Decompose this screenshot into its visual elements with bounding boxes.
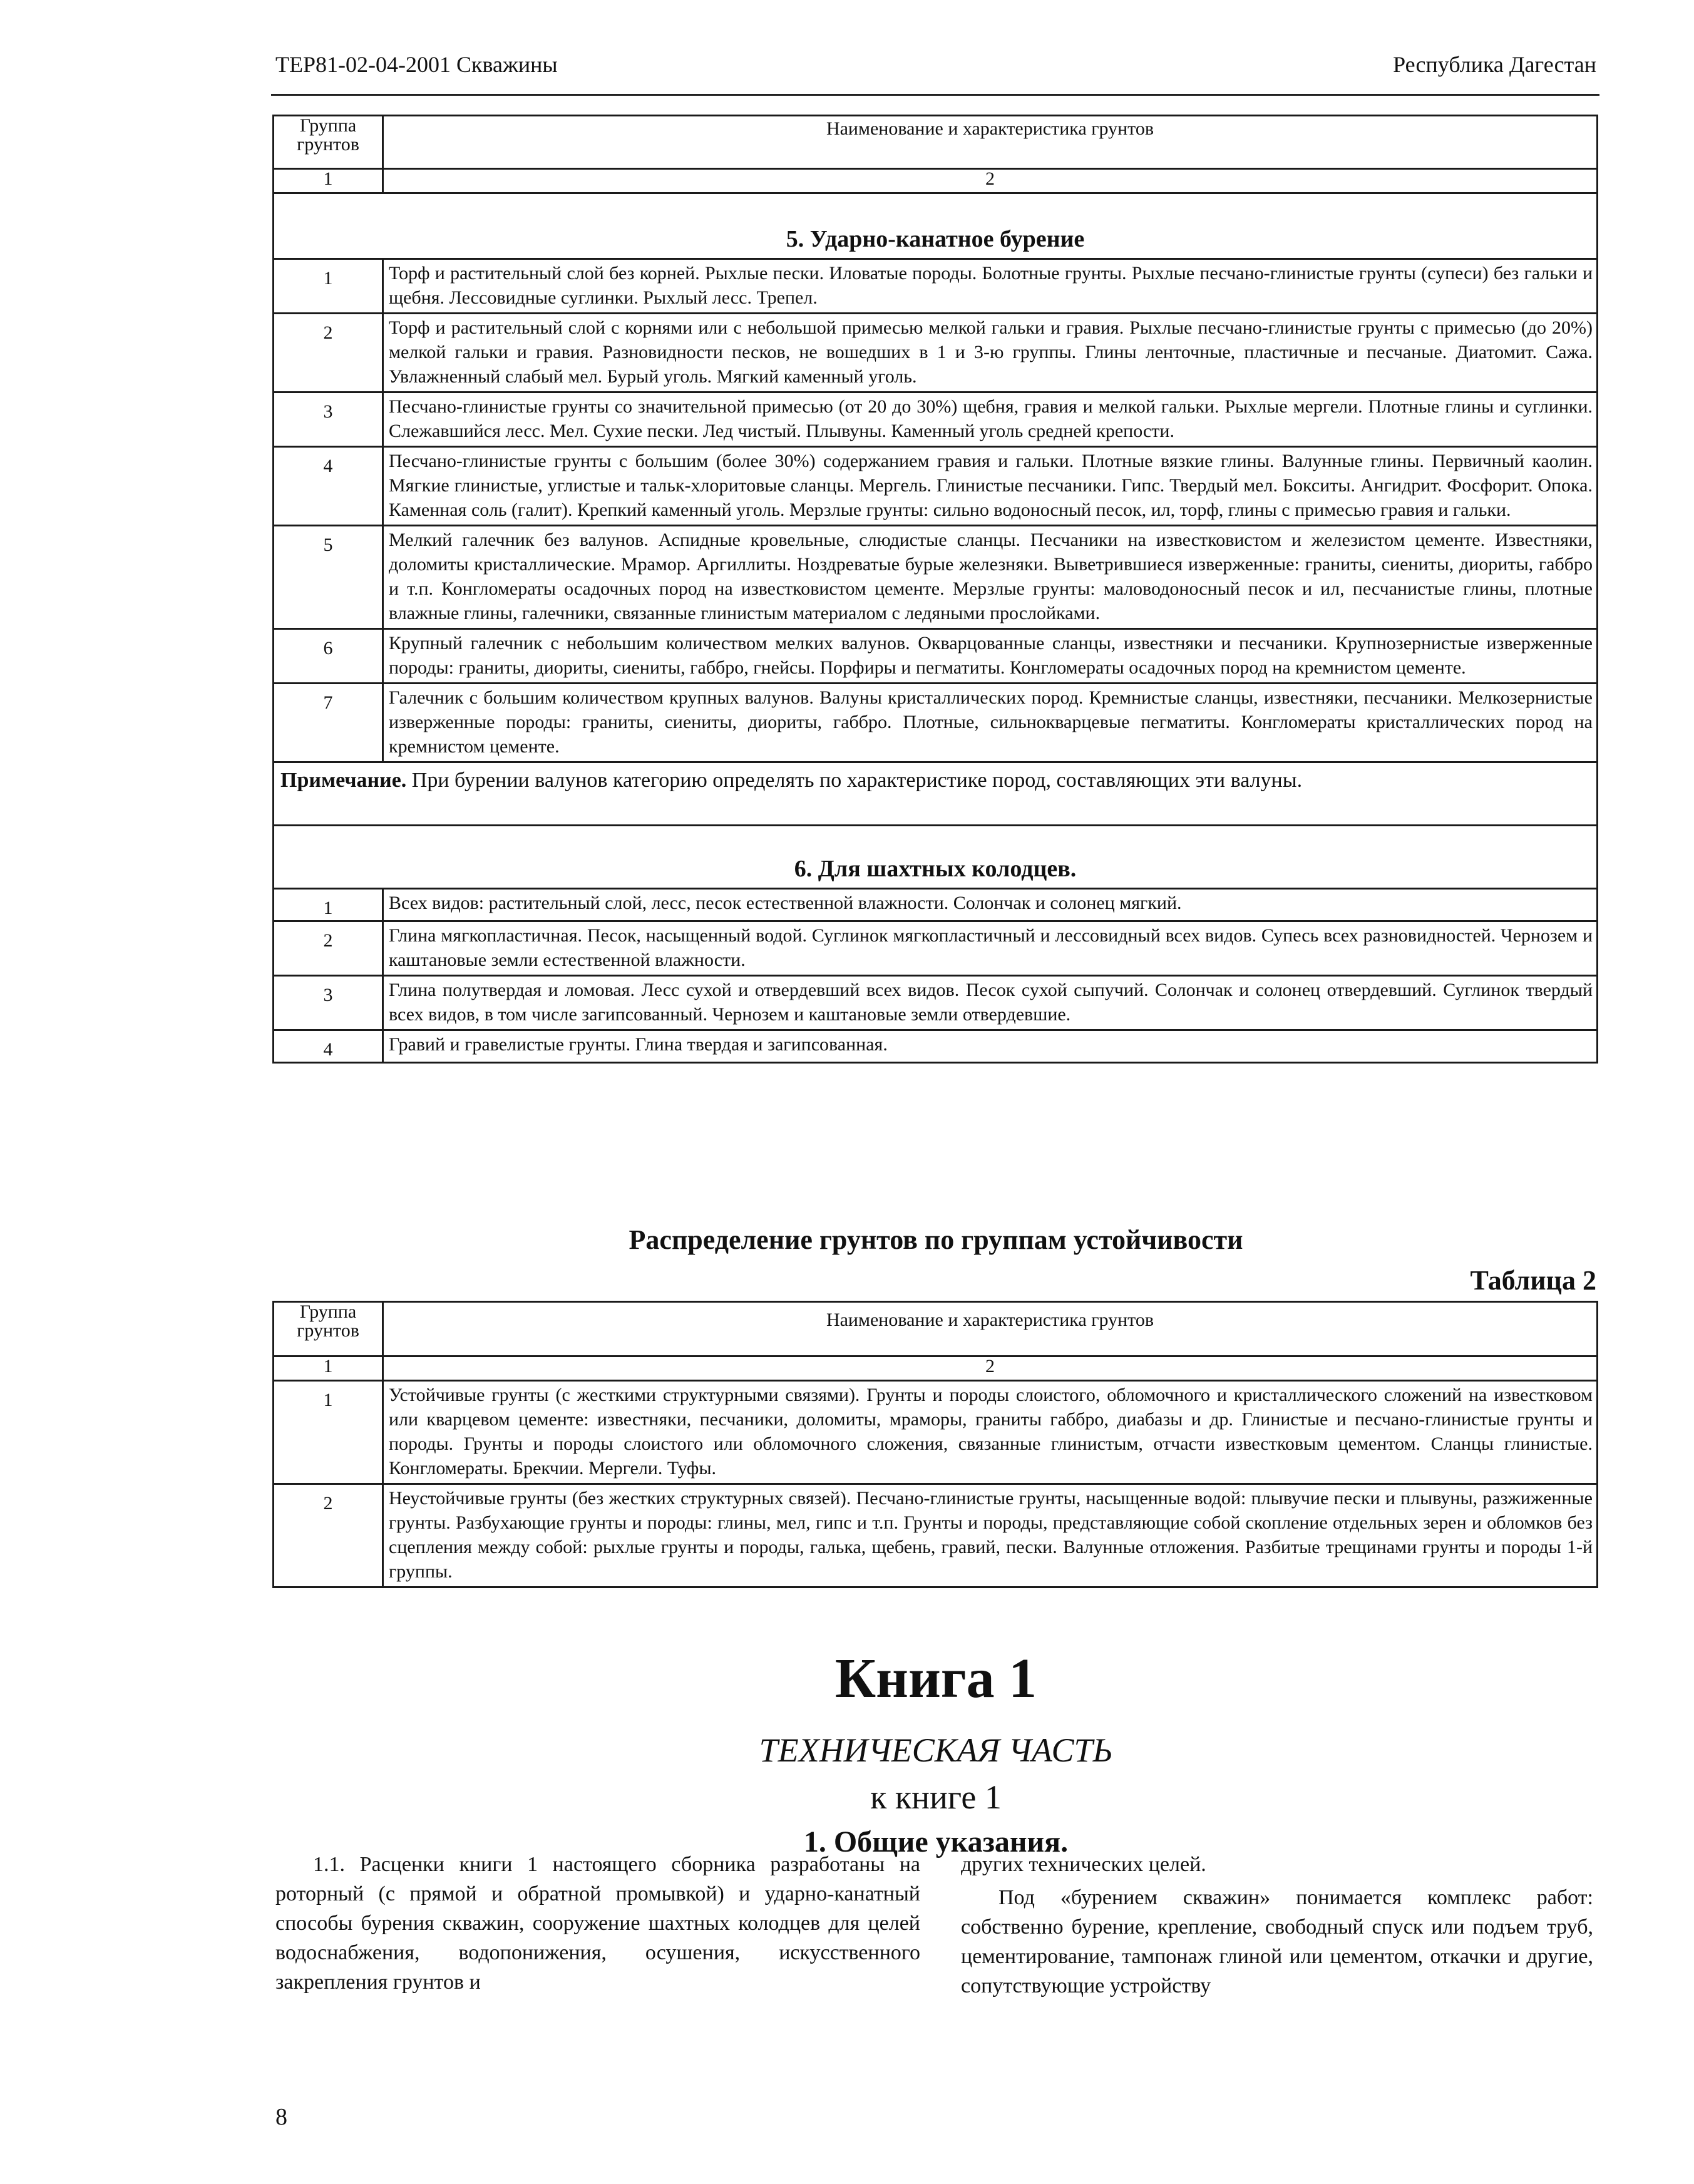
- group-number-cell: 4: [274, 1030, 383, 1063]
- group-number-cell: 7: [274, 684, 383, 762]
- name-column-header: Наименование и характеристика грунтов: [383, 1302, 1598, 1356]
- soil-description-cell: Торф и растительный слой с корнями или с небольшой примесью мелкой гальки и гравия. Рыхлые песчано-глинистые грунты с примесью (до 20%) мелкой гальки и гравия. Разновидности песков, не вошедших в 1 и 3-ю группы. Глины ленточные, пластичные и песчаные. Диатомит. Сажа. Увлажненный слабый мел. Бурый уголь. Мягкий каменный уголь.: [383, 314, 1598, 392]
- table-row: [274, 889, 1598, 921]
- note-label: Примечание.: [280, 769, 407, 792]
- soil-description-cell: Глина мягкопластичная. Песок, насыщенный водой. Суглинок мягкопластичный и лессовидный всех видов. Супесь всех разновидностей. Чернозем и каштановые земли естественной влажности.: [383, 921, 1598, 976]
- section-6-row: [274, 826, 1598, 889]
- column-number-1: 1: [274, 169, 383, 193]
- soil-description-cell: Глина полутвердая и ломовая. Лесс сухой и отвердевший всех видов. Песок сухой сыпучий. Солончак и солонец отвердевший. Суглинок твердый всех видов, в том числе загипсованный. Чернозем и каштановые земли отвердевшие.: [383, 976, 1598, 1030]
- table-2-number: Таблица 2: [1470, 1265, 1596, 1296]
- note-row: [274, 762, 1598, 826]
- table-row: [274, 976, 1598, 1030]
- section-heading: 1. Общие указания.: [803, 1825, 1069, 1858]
- soil-description-cell: Крупный галечник с небольшим количеством мелких валунов. Окварцованные сланцы, известняки и песчаники. Крупнозернистые изверженные породы: граниты, диориты, сиениты, габбро, гнейсы. Порфиры и пегматиты. Конгломераты осадочных пород на кремнистом цементе.: [383, 629, 1598, 684]
- running-header-right: Республика Дагестан: [1393, 52, 1596, 77]
- group-number-cell: 1: [274, 1381, 383, 1484]
- column-number-row: [274, 169, 1598, 193]
- table-row: [274, 684, 1598, 762]
- note-cell: [274, 762, 1598, 826]
- page-number: 8: [275, 2104, 287, 2130]
- soil-description-cell: Всех видов: растительный слой, лесс, песок естественной влажности. Солончак и солонец мягкий.: [383, 889, 1598, 921]
- table-header-row: [274, 116, 1598, 169]
- text-column-left: 1.1. Расценки книги 1 настоящего сборника разработаны на роторный (с прямой и обратной промывкой) и ударно-канатный способы бурения скважин, сооружение шахтных колодцев для целей водоснабжения, водопонижения, осушения, искусственного закрепления грунтов и: [275, 1853, 920, 1994]
- column-number-row: [274, 1356, 1598, 1381]
- stability-groups-table: [272, 1301, 1598, 1588]
- soil-description-cell: Торф и растительный слой без корней. Рыхлые пески. Иловатые породы. Болотные грунты. Рыхлые песчано-глинистые грунты (супеси) без гальки и щебня. Лессовидные суглинки. Рыхлый лесс. Трепел.: [383, 259, 1598, 314]
- note-text: При бурении валунов категорию определять по характеристике пород, составляющих эти валуны.: [406, 769, 1303, 792]
- table-row: [274, 314, 1598, 392]
- book-title: Книга 1: [834, 1648, 1037, 1710]
- book-subtitle: ТЕХНИЧЕСКАЯ ЧАСТЬ: [759, 1731, 1113, 1769]
- section-6-title: 6. Для шахтных колодцев.: [274, 826, 1598, 889]
- group-number-cell: 2: [274, 314, 383, 392]
- group-number-cell: 2: [274, 1484, 383, 1587]
- table-row: [274, 1381, 1598, 1484]
- book-subtitle-2: к книге 1: [870, 1778, 1002, 1816]
- group-number-cell: 1: [274, 889, 383, 921]
- running-header-left: ТЕР81-02-04-2001 Скважины: [275, 52, 558, 77]
- soil-description-cell: Галечник с большим количеством крупных валунов. Валуны кристаллических пород. Кремнистые сланцы, известняки, песчаники. Мелкозернистые изверженные породы: граниты, сиениты, диориты, габбро. Плотные, сильнокварцевые пегматиты. Конгломераты кристаллических пород на кремнистом цементе.: [383, 684, 1598, 762]
- column-number-2: 2: [383, 1356, 1598, 1381]
- table-header-row: [274, 1302, 1598, 1356]
- group-number-cell: 6: [274, 629, 383, 684]
- column-number-2: 2: [383, 169, 1598, 193]
- header-rule: [271, 94, 1599, 96]
- table-row: [274, 1484, 1598, 1587]
- text-column-right: [961, 1850, 1593, 2001]
- table-row: [274, 1030, 1598, 1063]
- stability-groups-table-body: [274, 1302, 1598, 1587]
- soil-description-cell: Неустойчивые грунты (без жестких структурных связей). Песчано-глинистые грунты, насыщенные водой: плывучие пески и плывуны, разжиженные грунты. Разбухающие грунты и породы: глины, мел, гипс и т.п. Грунты и породы, представляющие собой скопление отдельных зерен и обломков без сцепления между собой: рыхлые грунты и породы, галька, щебень, гравий, пески. Валунные отложения. Разбитые трещинами грунты и породы 1-й группы.: [383, 1484, 1598, 1587]
- group-number-cell: 3: [274, 392, 383, 447]
- table-row: [274, 921, 1598, 976]
- group-number-cell: 4: [274, 447, 383, 526]
- table-row: [274, 392, 1598, 447]
- table-row: [274, 629, 1598, 684]
- soil-groups-table: [272, 115, 1598, 1064]
- table-row: [274, 526, 1598, 629]
- section-5-title: 5. Ударно-канатное бурение: [274, 193, 1598, 259]
- soil-description-cell: Песчано-глинистые грунты с большим (более 30%) содержанием гравия и гальки. Плотные вязкие глины. Валунные глины. Первичный каолин. Мягкие глинистые, углистые и тальк-хлоритовые сланцы. Мергель. Глинистые песчаники. Гипс. Твердый мел. Бокситы. Ангидрит. Фосфорит. Опока. Каменная соль (галит). Крепкий каменный уголь. Мерзлые грунты: сильно водоносный песок, ил, торф, глины с примесью гравия и гальки.: [383, 447, 1598, 526]
- soil-description-cell: Песчано-глинистые грунты со значительной примесью (от 20 до 30%) щебня, гравия и мелкой гальки. Рыхлые мергели. Плотные глины и суглинки. Слежавшийся лесс. Мел. Сухие пески. Лед чистый. Плывуны. Каменный уголь средней крепости.: [383, 392, 1598, 447]
- soil-description-cell: Устойчивые грунты (с жесткими структурными связями). Грунты и породы слоистого, обломочного и кристаллического сложений на известковом или кварцевом цементе: известняки, песчаники, доломиты, мраморы, граниты габбро, диабазы и др. Глинистые и песчано-глинистые грунты и породы. Грунты и породы слоистого или обломочного сложения, связанные глинистым, отчасти известковым цементом. Сланцы глинистые. Конгломераты. Брекчии. Мергели. Туфы.: [383, 1381, 1598, 1484]
- name-column-header: Наименование и характеристика грунтов: [383, 116, 1598, 169]
- section-5-row: [274, 193, 1598, 259]
- group-column-header: Группа грунтов: [274, 1302, 383, 1356]
- table-2-title: Распределение грунтов по группам устойчивости: [629, 1224, 1243, 1255]
- paragraph-continuation: других технических целей.: [961, 1853, 1206, 1876]
- group-number-cell: 3: [274, 976, 383, 1030]
- group-column-header: Группа грунтов: [274, 116, 383, 169]
- group-number-cell: 2: [274, 921, 383, 976]
- table-row: [274, 259, 1598, 314]
- soil-description-cell: Гравий и гравелистые грунты. Глина твердая и загипсованная.: [383, 1030, 1598, 1063]
- column-number-1: 1: [274, 1356, 383, 1381]
- group-number-cell: 1: [274, 259, 383, 314]
- paragraph: Под «бурением скважин» понимается комплекс работ: собственно бурение, крепление, свободный спуск или подъем труб, цементирование, тампонаж глиной или цементом, откачки и другие, сопутствующие устройству: [961, 1886, 1593, 1997]
- table-row: [274, 447, 1598, 526]
- soil-groups-table-body: [274, 116, 1598, 1063]
- soil-description-cell: Мелкий галечник без валунов. Аспидные кровельные, слюдистые сланцы. Песчаники на известковистом и железистом цементе. Известняки, доломиты кристаллические. Мрамор. Аргиллиты. Ноздреватые бурые железняки. Выветрившиеся изверженные: граниты, сиениты, диориты, габбро и т.п. Конгломераты осадочных пород на известковистом цементе. Мерзлые грунты: маловодоносный песок и ил, песчанистые глины, плотные влажные глины, галечники, связанные глинистым материалом с ледяными прослойками.: [383, 526, 1598, 629]
- group-number-cell: 5: [274, 526, 383, 629]
